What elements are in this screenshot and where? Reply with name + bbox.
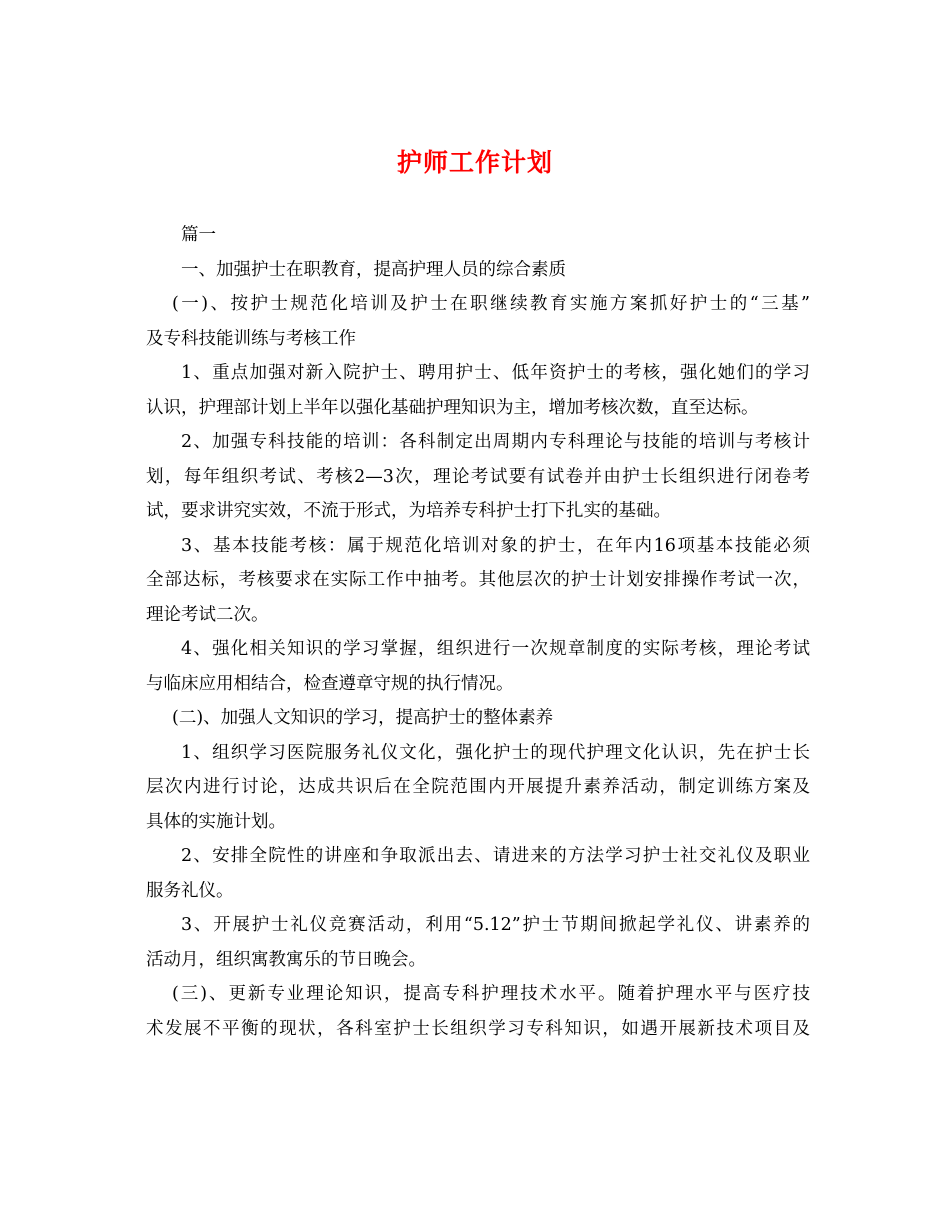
paragraph-line: 划，每年组织考试、考核2—3次，理论考试要有试卷并由护士长组织进行闭卷考 xyxy=(146,466,810,487)
paragraph-line: 理论考试二次。 xyxy=(146,604,269,625)
paragraph-line: 1、重点加强对新入院护士、聘用护士、低年资护士的考核，强化她们的学习 xyxy=(181,363,810,383)
paragraph-line: 试，要求讲究实效，不流于形式，为培养专科护士打下扎实的基础。 xyxy=(146,501,671,521)
paragraph-line: (三)、更新专业理论知识，提高专科护理技术水平。随着护理水平与医疗技 xyxy=(172,984,810,1004)
paragraph-line: 术发展不平衡的现状，各科室护士长组织学习专科知识，如遇开展新技术项目及 xyxy=(146,1018,810,1039)
document-title: 护师工作计划 xyxy=(396,148,553,177)
paragraph-line: 全部达标，考核要求在实际工作中抽考。其他层次的护士计划安排操作考试一次， xyxy=(146,570,810,590)
paragraph-line: (一)、按护士规范化培训及护士在职继续教育实施方案抓好护士的“三基” xyxy=(172,294,810,314)
paragraph-line: 3、基本技能考核：属于规范化培训对象的护士，在年内16项基本技能必须 xyxy=(181,535,810,556)
paragraph-line: 4、强化相关知识的学习掌握，组织进行一次规章制度的实际考核，理论考试 xyxy=(181,639,810,659)
section-heading: 一、加强护士在职教育，提高护理人员的综合素质 xyxy=(181,259,566,280)
paragraph-line: 2、加强专科技能的培训：各科制定出周期内专科理论与技能的培训与考核计 xyxy=(181,432,810,452)
section-heading: 篇一 xyxy=(181,225,216,245)
paragraph-line: 服务礼仪。 xyxy=(146,880,234,901)
paragraph-line: 认识，护理部计划上半年以强化基础护理知识为主，增加考核次数，直至达标。 xyxy=(146,397,759,418)
paragraph-line: 3、开展护士礼仪竞赛活动，利用“5.12”护士节期间掀起学礼仪、讲素养的 xyxy=(181,915,810,935)
paragraph-line: 具体的实施计划。 xyxy=(146,811,286,832)
document-body xyxy=(146,218,810,1046)
paragraph-line: 1、组织学习医院服务礼仪文化，强化护士的现代护理文化认识，先在护士长 xyxy=(181,742,810,763)
paragraph-line: 活动月，组织寓教寓乐的节日晚会。 xyxy=(146,949,426,970)
paragraph-line: 及专科技能训练与考核工作 xyxy=(146,328,356,349)
paragraph-line: 2、安排全院性的讲座和争取派出去、请进来的方法学习护士社交礼仪及职业 xyxy=(181,846,810,866)
paragraph-line: 层次内进行讨论，达成共识后在全院范围内开展提升素养活动，制定训练方案及 xyxy=(146,777,810,797)
paragraph-line: 与临床应用相结合，检查遵章守规的执行情况。 xyxy=(146,673,514,694)
section-heading: (二)、加强人文知识的学习，提高护士的整体素养 xyxy=(172,708,554,728)
